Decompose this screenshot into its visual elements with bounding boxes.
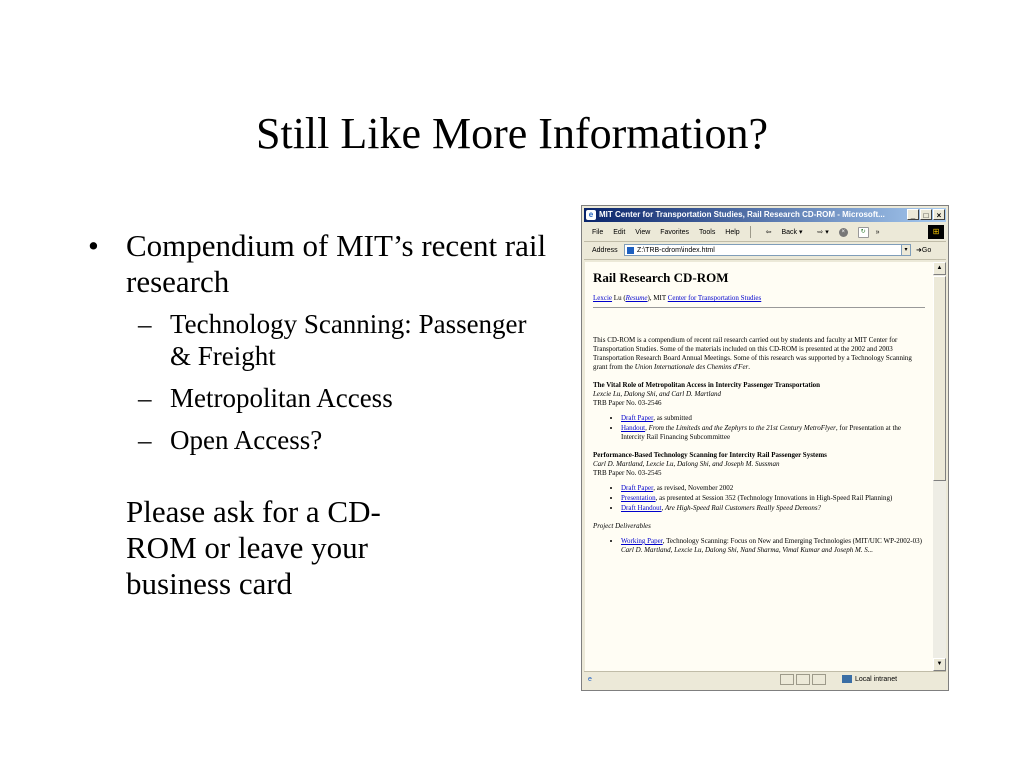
browser-title: MIT Center for Transportation Studies, Rail Research CD-ROM - Microsoft... — [599, 210, 885, 219]
window-controls — [907, 209, 945, 220]
section-title: The Vital Role of Metropolitan Access in Intercity Passenger Transportation — [593, 381, 821, 389]
windows-flag-icon: ⊞ — [928, 225, 944, 239]
sub-bullet-item: – Open Access? — [138, 425, 323, 455]
refresh-icon[interactable]: ↻ — [858, 227, 869, 238]
forward-arrow-icon: ⇨ — [817, 229, 824, 236]
back-button[interactable]: ⇦ Back ▾ — [765, 229, 803, 236]
divider — [593, 307, 925, 308]
toolbar-overflow-chevron[interactable]: » — [875, 229, 880, 236]
menu-favorites[interactable]: Favorites — [660, 229, 690, 236]
address-dropdown-button[interactable]: ▾ — [901, 244, 911, 256]
status-zone: Local intranet — [842, 672, 897, 688]
address-label: Address — [592, 247, 618, 254]
menu-file[interactable]: File — [592, 229, 604, 236]
status-bar — [584, 671, 946, 688]
browser-titlebar[interactable] — [584, 208, 946, 222]
go-button[interactable]: ➜Go — [916, 247, 932, 254]
section-title: Performance-Based Technology Scanning for Intercity Rail Passenger Systems — [593, 451, 827, 459]
scroll-thumb[interactable] — [933, 276, 946, 481]
status-page-icon: e — [588, 676, 592, 683]
scroll-up-button[interactable]: ▲ — [933, 262, 946, 275]
ie-icon: e — [586, 210, 596, 220]
deliverables-label: Project Deliverables — [593, 522, 651, 530]
sub-bullet-item: – Metropolitan Access — [138, 383, 393, 413]
back-arrow-icon: ⇦ — [765, 229, 772, 236]
go-label: Go — [921, 247, 932, 254]
list-item: • Handout, From the Limiteds and the Zephyrs to the 21st Century MetroFlyer, for Presentation at the Intercity Rail Financing Subcommittee — [621, 424, 925, 442]
page-content — [585, 262, 933, 671]
forward-button[interactable]: ⇨ ▾ — [817, 229, 829, 236]
page-icon — [627, 247, 634, 254]
section-authors: Lexcie Lu, Dalong Shi, and Carl D. Martland — [593, 390, 721, 398]
menu-help[interactable]: Help — [725, 229, 740, 236]
bullet-item — [88, 228, 548, 300]
status-cell — [796, 674, 810, 685]
slide-title: Still Like More Information? — [256, 109, 768, 158]
page-heading: Rail Research CD-ROM — [593, 270, 729, 285]
list-item: • Draft Paper, as submitted — [621, 414, 925, 423]
close-button[interactable]: × — [933, 209, 945, 220]
cts-link[interactable]: Center for Transportation Studies — [667, 294, 762, 302]
address-value: Z:\TRB-cdrom\index.html — [637, 247, 715, 254]
address-bar — [584, 242, 946, 260]
draft-paper-link[interactable]: Draft Paper — [621, 414, 654, 422]
browser-window — [581, 205, 949, 691]
bullet-dot: • — [88, 228, 99, 263]
minimize-button[interactable]: _ — [907, 209, 919, 220]
handout-link[interactable]: Handout — [621, 424, 646, 432]
menu-edit[interactable]: Edit — [613, 229, 626, 236]
section-authors: Carl D. Martland, Lexcie Lu, Dalong Shi, and Joseph M. Sussman — [593, 460, 780, 468]
sub-bullet-list — [88, 308, 548, 456]
call-to-action: Please ask for a CD-ROM or leave your business card — [126, 494, 381, 601]
list-item: • Working Paper, Technology Scanning: Focus on New and Emerging Technologies (MIT/UIC WP-2002-03) Carl D. Martland, Lexcie Lu, Dalong Shi, Nand Sharma, Vimal Kumar and Joseph M. S... — [621, 537, 925, 555]
working-paper-link[interactable]: Working Paper — [621, 537, 663, 545]
list-item: • Draft Handout, Are High-Speed Rail Customers Really Speed Demons? — [621, 504, 925, 513]
scroll-down-button[interactable]: ▼ — [933, 658, 946, 671]
vertical-scrollbar[interactable] — [933, 262, 946, 671]
author-link[interactable]: Lexcie — [593, 294, 613, 302]
local-intranet-icon — [842, 675, 852, 683]
section-links — [593, 537, 925, 555]
bullet-list — [88, 228, 548, 602]
menu-view[interactable]: View — [635, 229, 651, 236]
sub-bullet-item: – Technology Scanning: Passenger & Freight — [138, 309, 527, 371]
author-line: Lexcie Lu (Resume), MIT Center for Transportation Studies — [593, 294, 762, 302]
bullet-text: Compendium of MIT’s recent rail research — [126, 228, 547, 299]
address-input[interactable] — [624, 244, 906, 256]
menu-bar — [584, 224, 946, 242]
draft-handout-link[interactable]: Draft Handout — [621, 504, 662, 512]
section-paper-no: TRB Paper No. 03-2545 — [593, 469, 662, 477]
back-label: Back — [781, 229, 797, 236]
toolbar-separator — [750, 226, 751, 238]
status-cell — [780, 674, 794, 685]
sub-bullet-text: Open Access? — [170, 425, 323, 455]
presentation-link[interactable]: Presentation — [621, 494, 656, 502]
maximize-button[interactable]: □ — [920, 209, 932, 220]
sub-bullet-text: Technology Scanning: Passenger & Freight — [170, 309, 527, 371]
section-links — [593, 414, 925, 442]
list-item: • Draft Paper, as revised, November 2002 — [621, 484, 925, 493]
intro-paragraph: This CD-ROM is a compendium of recent rail research carried out by students and faculty at MIT Center for Transportation Studies. Some of the materials included on this CD-ROM is presented at the 2002 and 2003 Transportation Research Board Annual Meetings. Some of this research was supported by a Technology Scanning grant from the Union Internationale des Chemins d'Fer. — [593, 336, 912, 371]
list-item: • Presentation, as presented at Session 352 (Technology Innovations in High-Speed Rail Planning) — [621, 494, 925, 503]
sub-bullet-text: Metropolitan Access — [170, 383, 393, 413]
section-links — [593, 484, 925, 513]
draft-paper-link[interactable]: Draft Paper — [621, 484, 654, 492]
section-paper-no: TRB Paper No. 03-2546 — [593, 399, 662, 407]
stop-icon[interactable]: × — [839, 228, 848, 237]
resume-link[interactable]: Resume — [625, 294, 648, 302]
status-cell — [812, 674, 826, 685]
menu-tools[interactable]: Tools — [699, 229, 716, 236]
